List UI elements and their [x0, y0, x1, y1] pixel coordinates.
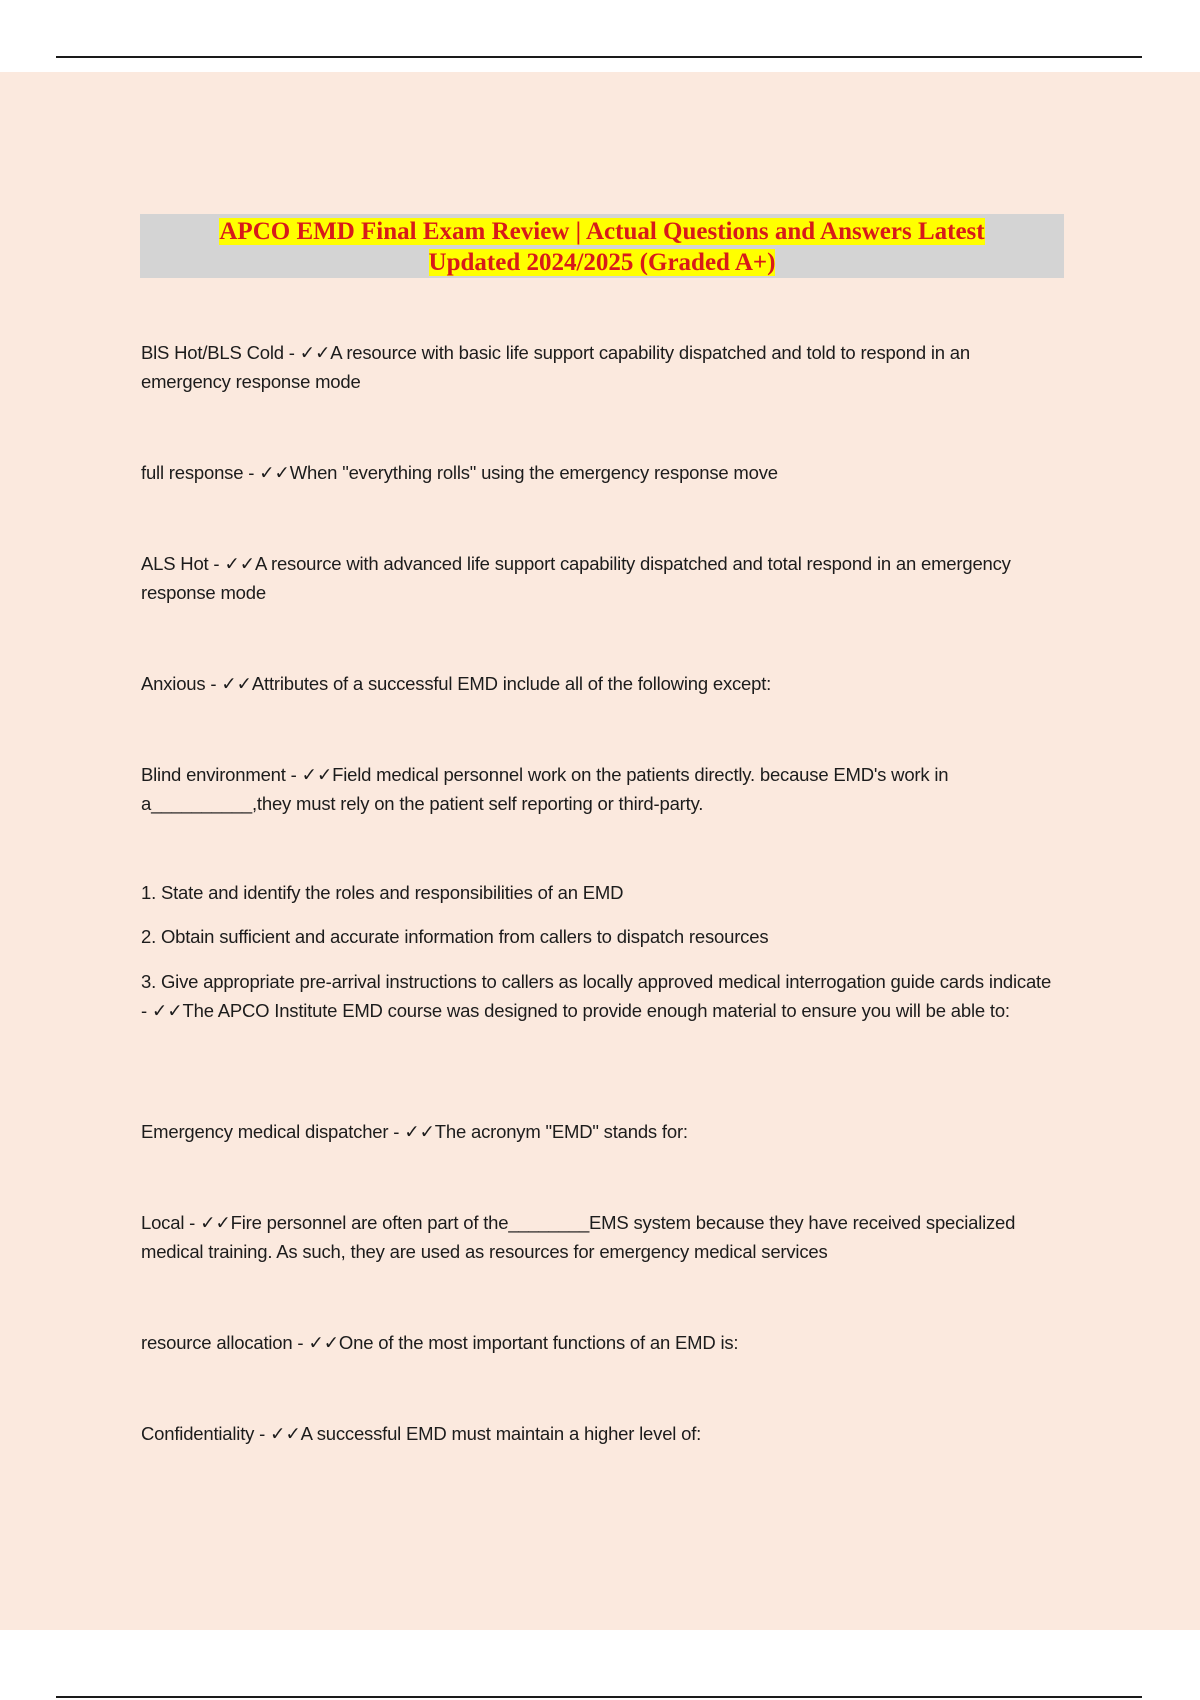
title-line-1: APCO EMD Final Exam Review | Actual Questions and Answers Latest: [219, 218, 985, 245]
qa-entry: Anxious - ✓✓Attributes of a successful EMD include all of the following except:: [141, 673, 772, 694]
qa-entry: resource allocation - ✓✓One of the most important functions of an EMD is:: [141, 1332, 739, 1353]
top-rule: [56, 56, 1142, 58]
document-page: [0, 72, 1200, 1630]
bottom-rule: [56, 1696, 1142, 1698]
qa-entry: 3. Give appropriate pre-arrival instructions to callers as locally approved medical interrogation guide cards indicate - ✓✓The APCO Institute EMD course was designed to provide enough material to ensure you will be able to:: [141, 971, 1052, 1021]
qa-entry: full response - ✓✓When "everything rolls" using the emergency response move: [141, 462, 778, 483]
qa-entry: Local - ✓✓Fire personnel are often part of the________EMS system because they have received specialized medical training. As such, they are used as resources for emergency medical services: [141, 1212, 1016, 1262]
qa-entry: BlS Hot/BLS Cold - ✓✓A resource with basic life support capability dispatched and told to respond in an emergency response mode: [141, 342, 970, 392]
list-item: 2. Obtain sufficient and accurate information from callers to dispatch resources: [141, 926, 769, 947]
qa-entry: Confidentiality - ✓✓A successful EMD must maintain a higher level of:: [141, 1423, 702, 1444]
qa-entry: Blind environment - ✓✓Field medical personnel work on the patients directly. because EMD's work in a__________,they must rely on the patient self reporting or third-party.: [141, 764, 949, 814]
qa-entry: ALS Hot - ✓✓A resource with advanced life support capability dispatched and total respond in an emergency response mode: [141, 553, 1011, 603]
document-title: [140, 214, 1064, 278]
qa-entry: Emergency medical dispatcher - ✓✓The acronym "EMD" stands for:: [141, 1121, 688, 1142]
title-line-2: Updated 2024/2025 (Graded A+): [428, 249, 776, 276]
list-item: 1. State and identify the roles and responsibilities of an EMD: [141, 882, 624, 903]
